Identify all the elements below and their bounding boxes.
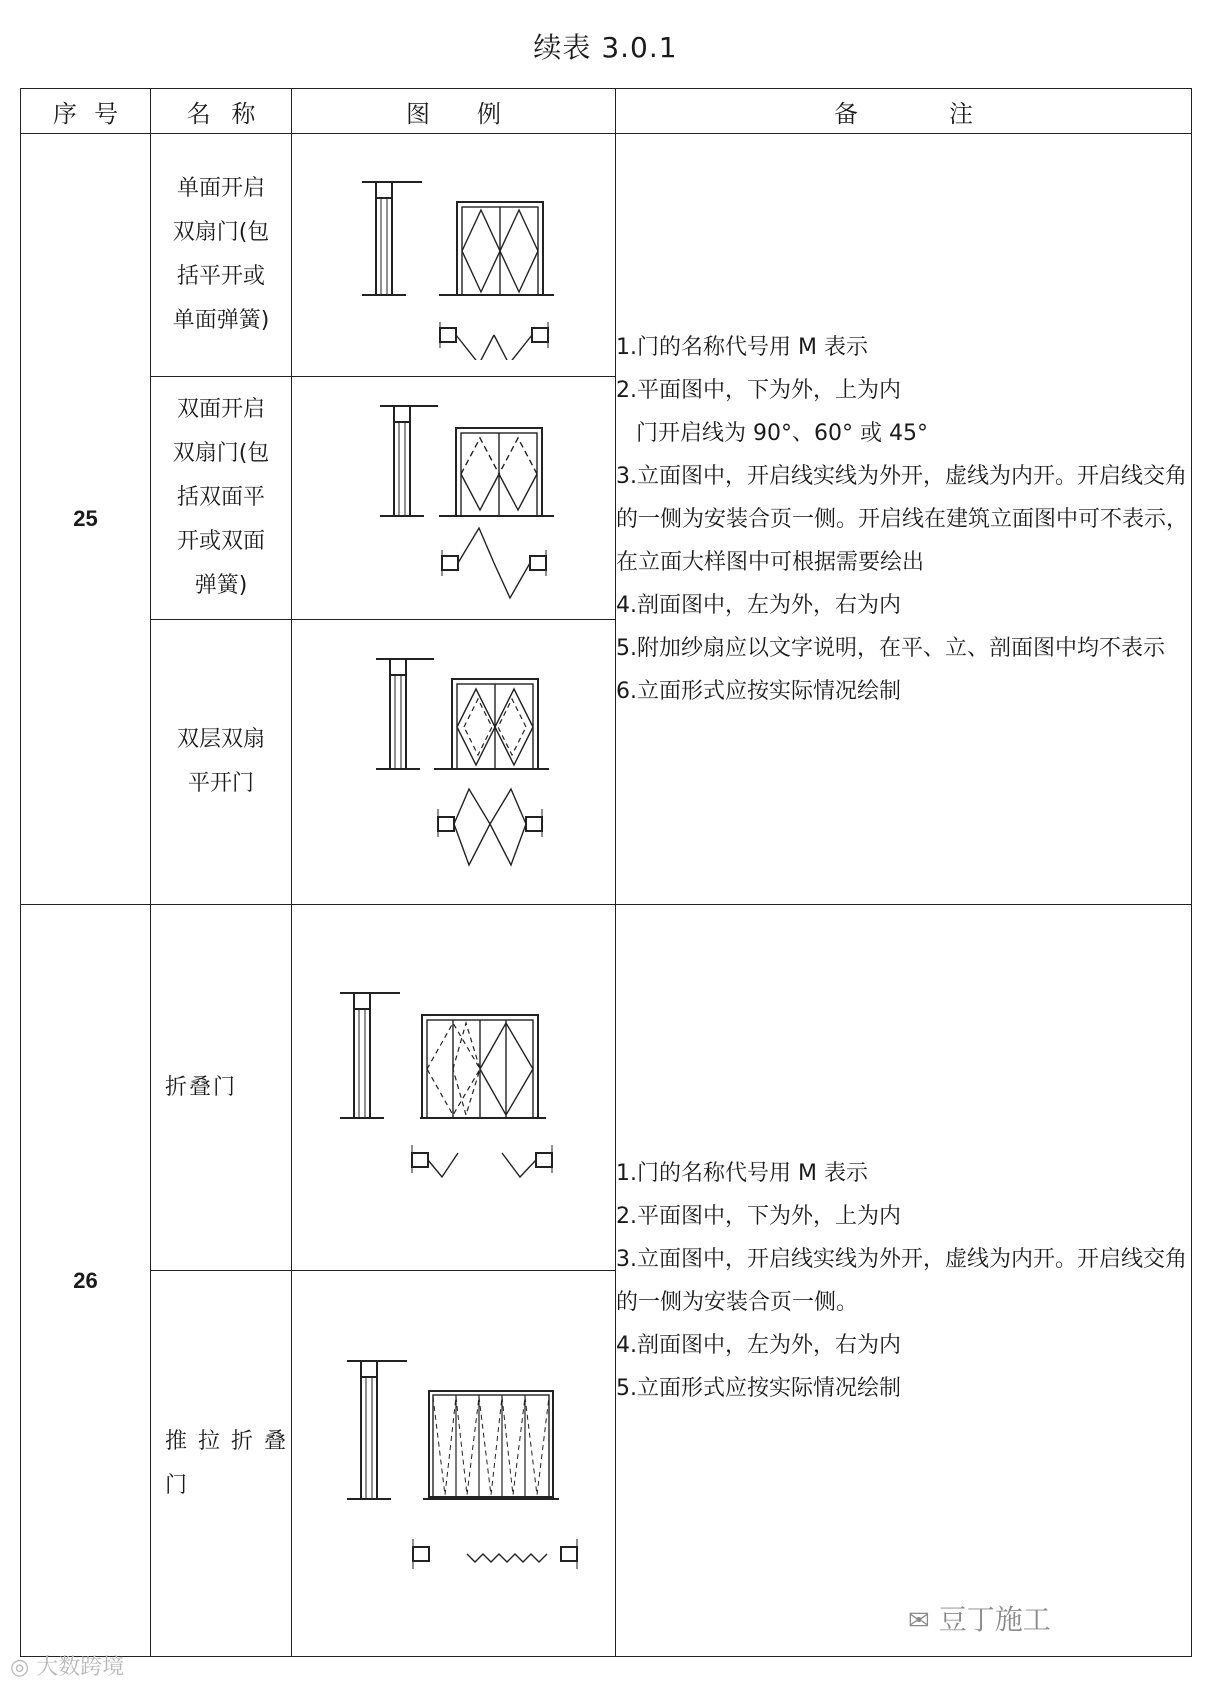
- note-line: 6.立面形式应按实际情况绘制: [616, 678, 901, 704]
- door-name: 折叠门: [151, 905, 292, 1271]
- header-remarks: 备 注: [616, 89, 1192, 134]
- note-line: 3.立面图中，开启线实线为外开，虚线为内开。开启线交角的一侧为安装合页一侧。: [616, 1246, 1187, 1315]
- folding-door-icon: [324, 973, 584, 1203]
- note-line: 5.附加纱扇应以文字说明，在平、立、剖面图中均不表示: [616, 635, 1165, 661]
- double-layer-double-door-icon: [334, 637, 574, 887]
- table-header-row: [21, 89, 1192, 134]
- note-line: 4.剖面图中，左为外，右为内: [616, 592, 901, 618]
- note-line: 1.门的名称代号用 M 表示: [616, 1160, 868, 1186]
- note-line: 2.平面图中，下为外，上为内: [616, 377, 901, 403]
- door-name: 单面开启 双扇门(包 括平开或 单面弹簧): [151, 134, 292, 377]
- table-row: [21, 905, 1192, 1271]
- note-line: 5.立面形式应按实际情况绘制: [616, 1375, 901, 1401]
- door-name: 推 拉 折 叠 门: [151, 1271, 292, 1657]
- weibo-icon: ◎: [10, 1655, 30, 1680]
- note-line: 3.立面图中，开启线实线为外开，虚线为内开。开启线交角的一侧为安装合页一侧。开启线在建筑立面图中可不表示，在立面大样图中可根据需要绘出: [616, 463, 1189, 575]
- remarks-cell: [616, 905, 1192, 1657]
- header-legend: 图 例: [292, 89, 616, 134]
- wechat-icon: ✉: [908, 1606, 930, 1636]
- table-title: 续表 3.0.1: [533, 31, 678, 64]
- legend-figure: [292, 1271, 616, 1657]
- brand-watermark: ✉ 豆丁施工: [908, 1603, 1051, 1636]
- double-swing-double-door-icon: [334, 388, 574, 608]
- header-name: 名 称: [151, 89, 292, 134]
- seq-cell: 25: [21, 134, 151, 905]
- remarks-cell: [616, 134, 1192, 905]
- note-line: 门开启线为 90°、60° 或 45°: [636, 420, 928, 446]
- door-legend-table: [20, 88, 1192, 1657]
- seq-cell: 26: [21, 905, 151, 1657]
- note-line: 2.平面图中，下为外，上为内: [616, 1203, 901, 1229]
- header-seq: 序 号: [21, 89, 151, 134]
- legend-figure: [292, 905, 616, 1271]
- door-name: 双层双扇 平开门: [151, 620, 292, 905]
- legend-figure: [292, 377, 616, 620]
- single-swing-double-door-icon: [334, 150, 574, 360]
- sliding-folding-door-icon: [319, 1339, 589, 1589]
- note-line: 1.门的名称代号用 M 表示: [616, 334, 868, 360]
- note-line: 4.剖面图中，左为外，右为内: [616, 1332, 901, 1358]
- legend-figure: [292, 620, 616, 905]
- legend-figure: [292, 134, 616, 377]
- door-name: 双面开启 双扇门(包 括双面平 开或双面 弹簧): [151, 377, 292, 620]
- table-row: [21, 134, 1192, 377]
- corner-watermark: ◎ 大数跨境: [10, 1655, 125, 1680]
